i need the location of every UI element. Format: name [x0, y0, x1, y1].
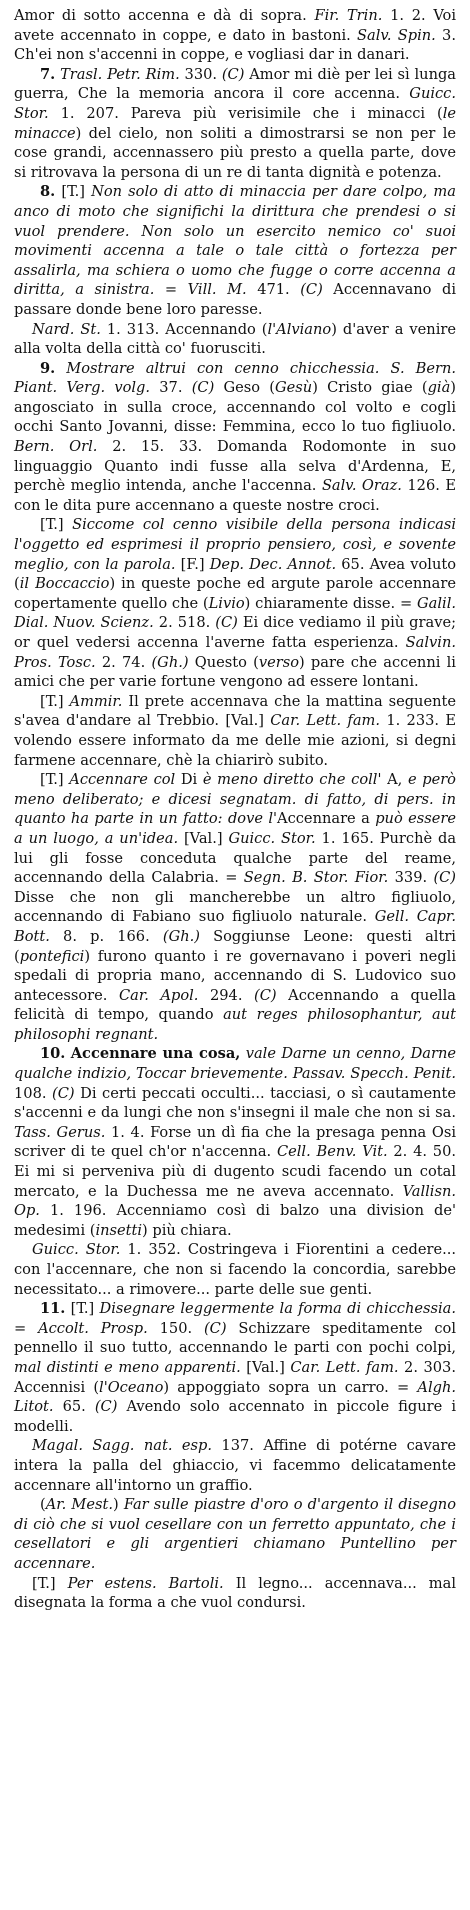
sense-9-note-ammir: [T.] Ammir. Il prete accennava che la mattina seguente s'avea d'andare al Trebbio. [Val.] Car. Lett. fam. 1. 233. E volendo essere informato da me delle mie azioni, si degni farmene accennare, chè la chiarirò subito. — [14, 692, 456, 769]
sense-11: 11. [T.] Disegnare leggermente la forma di chicchessia. = Accolt. Prosp. 150. (C) Schizzare speditamente col pennello il suo tutto, accennando le parti con pochi colpi, mal distinti e meno apparenti. [Val.] Car. Lett. fam. 2. 303. Accennisi (l'Oceano) appoggiato sopra un carro. = Algh. Litot. 65. (C) Avendo solo accennato in piccole figure i modelli. — [14, 1300, 456, 1435]
sense-9-note-preposition: [T.] Accennare col Di è meno diretto che coll' A, e però meno deliberato; e dicesi segnatam. di fatto, di pers. in quanto ha parte in un fatto: dove l'Accennare a può essere a un luogo, a un'idea. [Val.] Guicc. Stor. 1. 165. Purchè da lui gli fosse conceduta qualche parte del reame, accennando della Calabria. = Segn. B. Stor. Fior. 339. (C) Disse che non gli mancherebbe un altro figliuolo, accennando di Fabiano suo figliuolo naturale. Gell. Capr. Bott. 8. p. 166. (Gh.) Soggiunse Leone: questi altri (pontefici) furono quanto i re governavano i poveri negli spedali di propria mano, accennando di S. Ludovico suo antecessore. Car. Apol. 294. (C) Accennando a quella felicità di tempo, quando aut reges philosophantur, aut philosophi regnant. — [14, 771, 457, 1043]
sense-11-citation: Magal. Sagg. nat. esp. 137. Affine di potérne cavare intera la palla del ghiaccio, vi facemmo delicatamente accennare all'intorno un graffio. — [14, 1437, 457, 1494]
sense-9-note-speech: [T.] Siccome col cenno visibile della persona indicasi l'oggetto ed esprimesi il proprio pensiero, così, e sovente meglio, con la parola. [F.] Dep. Dec. Annot. 65. Avea voluto (il Boccaccio) in queste poche ed argute parole accennare copertamente quello che (Livio) chiaramente disse. = Galil. Dial. Nuov. Scienz. 2. 518. (C) Ei dice vediamo il più grave; or quel vedersi accenna l'averne fatta esperienza. Salvin. Pros. Tosc. 2. 74. (Gh.) Questo (verso) pare che accenni li amici che per varie fortune vengono ad essere lontani. — [14, 516, 457, 691]
sense-8-citation: Nard. St. 1. 313. Accennando (l'Alviano) d'aver a venire alla volta della città co' fuorusciti. — [14, 320, 456, 358]
sense-9: 9. Mostrare altrui con cenno chicchessia. S. Bern. Piant. Verg. volg. 37. (C) Geso (Gesù) Cristo giae (già) angosciato in sulla croce, accennando col volto e cogli occhi Santo Jovanni, disse: Femmina, ecco lo tuo figliuolo. Bern. Orl. 2. 15. 33. Domanda Rodomonte in suo linguaggio Quanto indi fusse alla selva d'Ardenna, E, perchè meglio intenda, anche l'accenna. Salv. Oraz. 126. E con le dita pure accennano a queste nostre croci. — [14, 359, 457, 514]
entry-paragraph-continuation: Amor di sotto accenna e dà di sopra. Fir. Trin. 1. 2. Voi avete accennato in coppe, e dato in bastoni. Salv. Spin. 3. Ch'ei non s'accenni in coppe, e vogliasi dar in danari. — [14, 7, 457, 64]
sense-7: 7. Trasl. Petr. Rim. 330. (C) Amor mi diè per lei sì lunga guerra, Che la memoria ancora il core accenna. Guicc. Stor. 1. 207. Pareva più verisimile che i minacci (le minacce) del cielo, non soliti a dimostrarsi se non per le cose grandi, accennassero più presto a quella parte, dove si ritrovava la persona di un re di tanta dignità e potenza. — [14, 65, 457, 181]
sense-10: 10. Accennare una cosa, vale Darne un cenno, Darne qualche indizio, Toccar brievemente. Passav. Specch. Penit. 108. (C) Di certi peccati occulti... tacciasi, o sì cautamente s'accenni e da lungi che non s'insegni il male che non si sa. Tass. Gerus. 1. 4. Forse un dì fia che la presaga penna Osi scriver di te quel ch'or n'accenna. Cell. Benv. Vit. 2. 4. 50. Ei mi si perveniva più di dugento scudi facendo un cotal mercato, e la Duchessa me ne aveva accennato. Vallisn. Op. 1. 196. Accenniamo così di balzo una division de' medesimi (insetti) più chiara. — [14, 1045, 457, 1239]
sense-8: 8. [T.] Non solo di atto di minaccia per dare colpo, ma anco di moto che significhi la dirittura che prendesi o si vuol prendere. Non solo un esercito nemico co' suoi movimenti accenna a tale o tale città o fortezza per assalirla, ma schiera o uomo che fugge o corre accenna a diritta, a sinistra. = Vill. M. 471. (C) Accennavano di passare donde bene loro paresse. — [14, 183, 456, 318]
sense-11-extension: [T.] Per estens. Bartoli. Il legno... accennava... mal disegnata la forma a che vuol condursi. — [14, 1574, 456, 1612]
sense-10-citation: Guicc. Stor. 1. 352. Costringeva i Fiorentini a cedere... con l'accennare, che non si facendo la concordia, sarebbe necessitato... a rimovere... parte delle sue genti. — [14, 1241, 456, 1298]
sense-11-arts: (Ar. Mest.) Far sulle piastre d'oro o d'argento il disegno di ciò che si vuol cesellare con un ferretto appuntato, che i cesellatori e gli argentieri chiamano Puntellino per accennare. — [14, 1496, 456, 1572]
